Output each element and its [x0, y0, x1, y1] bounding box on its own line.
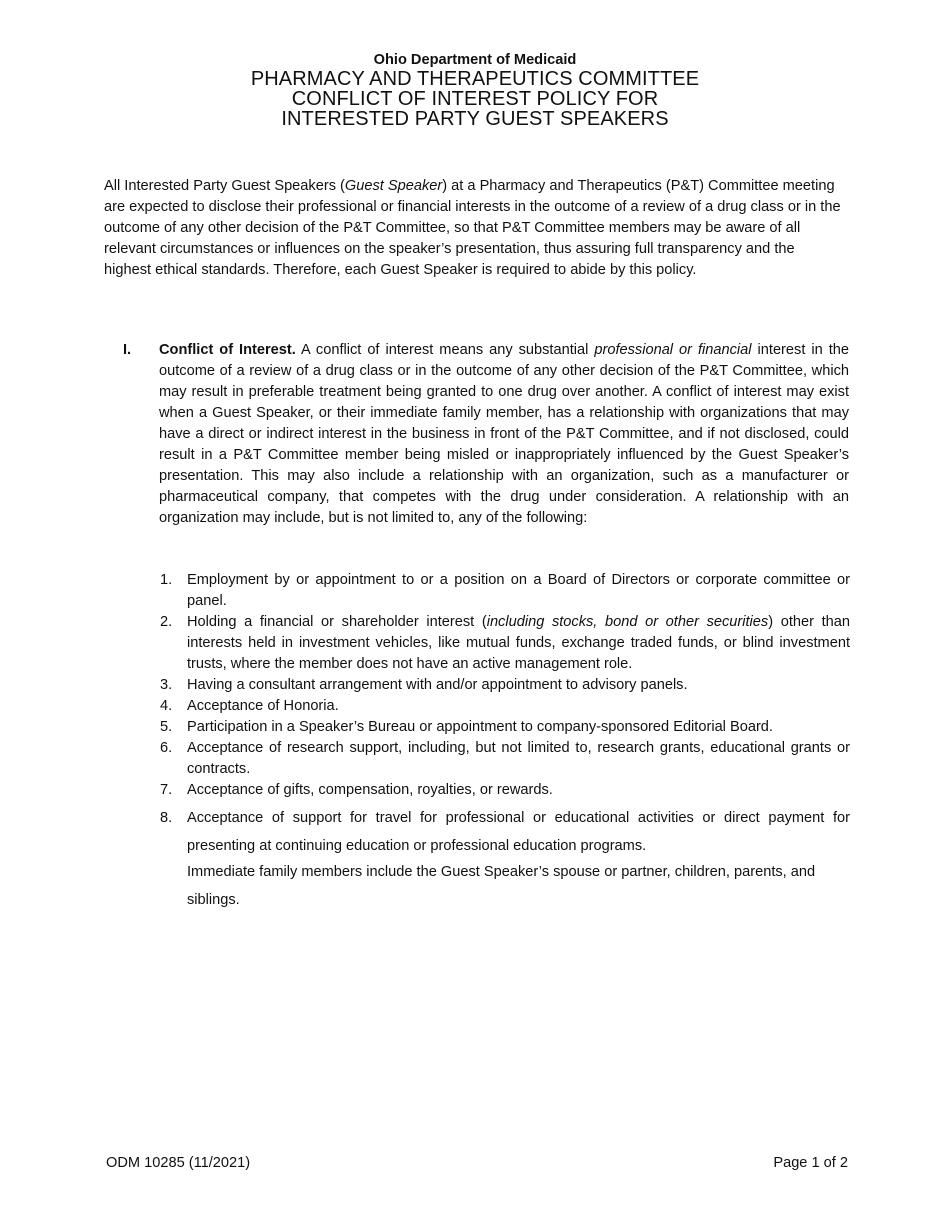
relationship-list [160, 570, 850, 860]
list-item-text: Acceptance of research support, including, but not limited to, research grants, educational grants or contracts. [187, 740, 850, 777]
list-item-number: 5. [160, 719, 173, 735]
list-item-number: 4. [160, 698, 173, 714]
list-item-text: Acceptance of support for travel for professional or educational activities or direct payment for presenting at continuing education or professional education programs. [187, 810, 850, 854]
section-italic: professional or financial [594, 342, 752, 358]
list-item [160, 612, 850, 675]
list-item-text: Employment by or appointment to or a position on a Board of Directors or corporate committee or panel. [187, 572, 850, 609]
list-item-number: 2. [160, 614, 173, 630]
agency-name: Ohio Department of Medicaid [373, 52, 577, 68]
list-item-number: 3. [160, 677, 173, 693]
section-lead: Conflict of Interest. [159, 342, 296, 358]
family-note: Immediate family members include the Guest Speaker’s spouse or partner, children, parents, and siblings. [187, 864, 816, 908]
list-item-number: 1. [160, 572, 173, 588]
intro-italic: Guest Speaker [344, 178, 443, 194]
list-item [160, 804, 850, 860]
intro-paragraph [104, 176, 844, 281]
section-text-1: A conflict of interest means any substantial [295, 342, 595, 358]
list-item-text: Participation in a Speaker’s Bureau or appointment to company-sponsored Editorial Board. [187, 719, 773, 735]
list-item [160, 780, 850, 801]
list-item [160, 696, 850, 717]
list-item-text: Having a consultant arrangement with and/or appointment to advisory panels. [187, 677, 688, 693]
section-number: I. [123, 342, 132, 358]
intro-text-1: All Interested Party Guest Speakers ( [104, 178, 345, 194]
list-item-text-before: Holding a financial or shareholder interest ( [187, 614, 487, 630]
list-item [160, 738, 850, 780]
list-item-text: Acceptance of gifts, compensation, royalties, or rewards. [187, 782, 553, 798]
page-number: Page 1 of 2 [773, 1155, 848, 1171]
list-item-text: Acceptance of Honoria. [187, 698, 339, 714]
list-item-text-after: ) other than interests held in investment vehicles, like mutual funds, exchange traded funds, or blind investment trusts, where the member does not have an active management role. [187, 614, 851, 672]
title-line-2: CONFLICT OF INTEREST POLICY FOR [291, 88, 659, 110]
list-item-number: 6. [160, 740, 173, 756]
title-line-1: PHARMACY AND THERAPEUTICS COMMITTEE [250, 68, 700, 90]
conflict-of-interest-section [123, 340, 853, 529]
document-header [0, 51, 950, 129]
form-id: ODM 10285 (11/2021) [106, 1155, 251, 1171]
list-item-italic: including stocks, bond or other securities [486, 614, 769, 630]
list-item-number: 7. [160, 782, 173, 798]
intro-text-2: ) at a Pharmacy and Therapeutics (P&T) Committee meeting are expected to disclose their professional or financial interests in the outcome of a review of a drug class or in the outcome of any other decision of the P&T Committee, so that P&T Committee members may be aware of all relevant circumstances or influences on the speaker’s presentation, thus assuring full transparency and the highest ethical standards. Therefore, each Guest Speaker is required to abide by this policy. [104, 178, 841, 278]
section-paragraph [159, 340, 849, 529]
list-item [160, 717, 850, 738]
section-text-2: interest in the outcome of a review of a drug class or in the outcome of any other decision of the P&T Committee, which may result in preferable treatment being granted to one drug over another. A conflict of interest may exist when a Guest Speaker, or their immediate family member, has a relationship with organizations that may have a direct or indirect interest in the business in front of the P&T Committee, and if not disclosed, could result in a P&T Committee member being misled or inappropriately influenced by the Guest Speaker’s presentation. This may also include a relationship with an organization, such as a manufacturer or pharmaceutical company, that competes with the drug under consideration. A relationship with an organization may include, but is not limited to, any of the following: [159, 342, 849, 526]
list-item-number: 8. [160, 810, 173, 826]
title-line-3: INTERESTED PARTY GUEST SPEAKERS [281, 108, 669, 130]
list-item [160, 675, 850, 696]
list-item [160, 570, 850, 612]
